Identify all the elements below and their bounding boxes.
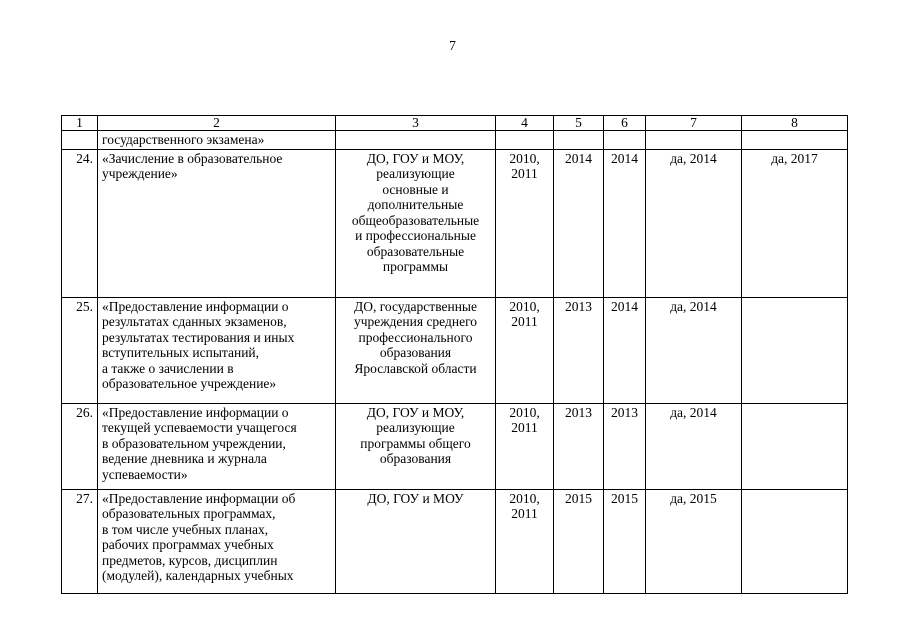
service-name xyxy=(98,403,336,489)
table-body xyxy=(62,116,848,594)
table-row xyxy=(62,297,848,403)
cell-line: государственного экзамена» xyxy=(102,132,265,147)
cell-line: учреждение» xyxy=(102,166,178,181)
cell-line: «Зачисление в образовательное xyxy=(102,150,283,166)
cell-line: предметов, курсов, дисциплин xyxy=(102,552,278,568)
executors xyxy=(336,297,496,403)
column-number: 8 xyxy=(742,116,848,131)
column-number: 5 xyxy=(554,116,604,131)
cell-line: «Предоставление информации о xyxy=(102,404,289,420)
status-7: да, 2014 xyxy=(646,403,742,489)
cell-line: ДО, государственные xyxy=(353,298,477,314)
executors xyxy=(336,403,496,489)
executors xyxy=(336,489,496,593)
stage-year-5: 2013 xyxy=(554,297,604,403)
executors xyxy=(336,131,496,150)
status-8 xyxy=(742,489,848,593)
cell-line: основные и xyxy=(382,181,449,197)
page-number: 7 xyxy=(449,38,456,53)
years xyxy=(496,297,554,403)
years xyxy=(496,489,554,593)
cell-line: профессионального xyxy=(358,329,473,345)
cell-line: (модулей), календарных учебных xyxy=(102,568,294,583)
table-row xyxy=(62,403,848,489)
stage-year-5 xyxy=(554,131,604,150)
row-number xyxy=(62,131,98,150)
stage-year-6: 2014 xyxy=(604,149,646,297)
cell-line: 2010, xyxy=(509,298,540,314)
cell-line: образования xyxy=(379,451,452,466)
cell-line: 2010, xyxy=(509,404,540,420)
table-row xyxy=(62,489,848,593)
stage-year-6 xyxy=(604,131,646,150)
cell-line: успеваемости» xyxy=(102,466,188,482)
cell-line: «Предоставление информации о xyxy=(102,298,289,314)
cell-line: образования xyxy=(379,345,452,360)
cell-line: учреждения среднего xyxy=(353,314,478,329)
cell-line: 2010, xyxy=(509,490,540,506)
cell-line: программы общего xyxy=(360,435,471,451)
cell-line: результатах тестирования и иных xyxy=(102,329,295,345)
years xyxy=(496,149,554,297)
column-number-row xyxy=(62,116,848,131)
row-number: 25. xyxy=(62,297,98,403)
service-name xyxy=(98,297,336,403)
cell-line: ДО, ГОУ и МОУ, xyxy=(366,404,465,420)
years xyxy=(496,131,554,150)
table-row xyxy=(62,149,848,297)
column-number: 3 xyxy=(336,116,496,131)
cell-line: 2011 xyxy=(511,314,538,329)
status-8: да, 2017 xyxy=(742,149,848,297)
cell-line: реализующие xyxy=(376,166,455,181)
cell-line: вступительных испытаний, xyxy=(102,345,260,360)
service-name xyxy=(98,149,336,297)
stage-year-6: 2014 xyxy=(604,297,646,403)
cell-line: ДО, ГОУ и МОУ xyxy=(367,490,464,506)
cell-line: образовательных программах, xyxy=(102,506,276,521)
cell-line: образовательное учреждение» xyxy=(102,376,277,391)
row-number: 27. xyxy=(62,489,98,593)
column-number: 6 xyxy=(604,116,646,131)
cell-line: а также о зачислении в xyxy=(102,360,234,376)
status-8 xyxy=(742,403,848,489)
cell-line: образовательные xyxy=(366,243,465,259)
cell-line: 2010, xyxy=(509,150,540,166)
cell-line: ДО, ГОУ и МОУ, xyxy=(366,150,465,166)
row-number: 24. xyxy=(62,149,98,297)
status-7: да, 2014 xyxy=(646,297,742,403)
service-name xyxy=(98,131,336,150)
stage-year-5: 2014 xyxy=(554,149,604,297)
stage-year-6: 2013 xyxy=(604,403,646,489)
stage-year-6: 2015 xyxy=(604,489,646,593)
stage-year-5: 2013 xyxy=(554,403,604,489)
stage-year-5: 2015 xyxy=(554,489,604,593)
status-7: да, 2015 xyxy=(646,489,742,593)
status-7: да, 2014 xyxy=(646,149,742,297)
cell-line: и профессиональные xyxy=(355,228,476,243)
cell-line: 2011 xyxy=(511,166,538,181)
column-number: 2 xyxy=(98,116,336,131)
column-number: 4 xyxy=(496,116,554,131)
cell-line: ведение дневника и журнала xyxy=(102,451,267,466)
cell-line: в том числе учебных планах, xyxy=(102,521,269,537)
cell-line: общеобразовательные xyxy=(351,212,480,228)
executors xyxy=(336,149,496,297)
services-table xyxy=(61,115,848,594)
cell-line: программы xyxy=(382,259,449,274)
status-8 xyxy=(742,131,848,150)
column-number: 1 xyxy=(62,116,98,131)
cell-line: 2011 xyxy=(511,420,538,435)
cell-line: результатах сданных экзаменов, xyxy=(102,314,287,329)
table-row xyxy=(62,131,848,150)
cell-line: «Предоставление информации об xyxy=(102,490,296,506)
years xyxy=(496,403,554,489)
cell-line: рабочих программах учебных xyxy=(102,537,274,552)
cell-line: дополнительные xyxy=(367,197,464,212)
cell-line: Ярославской области xyxy=(354,360,477,376)
service-name xyxy=(98,489,336,593)
column-number: 7 xyxy=(646,116,742,131)
cell-line: текущей успеваемости учащегося xyxy=(102,420,297,435)
row-number: 26. xyxy=(62,403,98,489)
status-7 xyxy=(646,131,742,150)
cell-line: реализующие xyxy=(376,420,455,435)
status-8 xyxy=(742,297,848,403)
cell-line: 2011 xyxy=(511,506,538,521)
cell-line: в образовательном учреждении, xyxy=(102,435,286,451)
